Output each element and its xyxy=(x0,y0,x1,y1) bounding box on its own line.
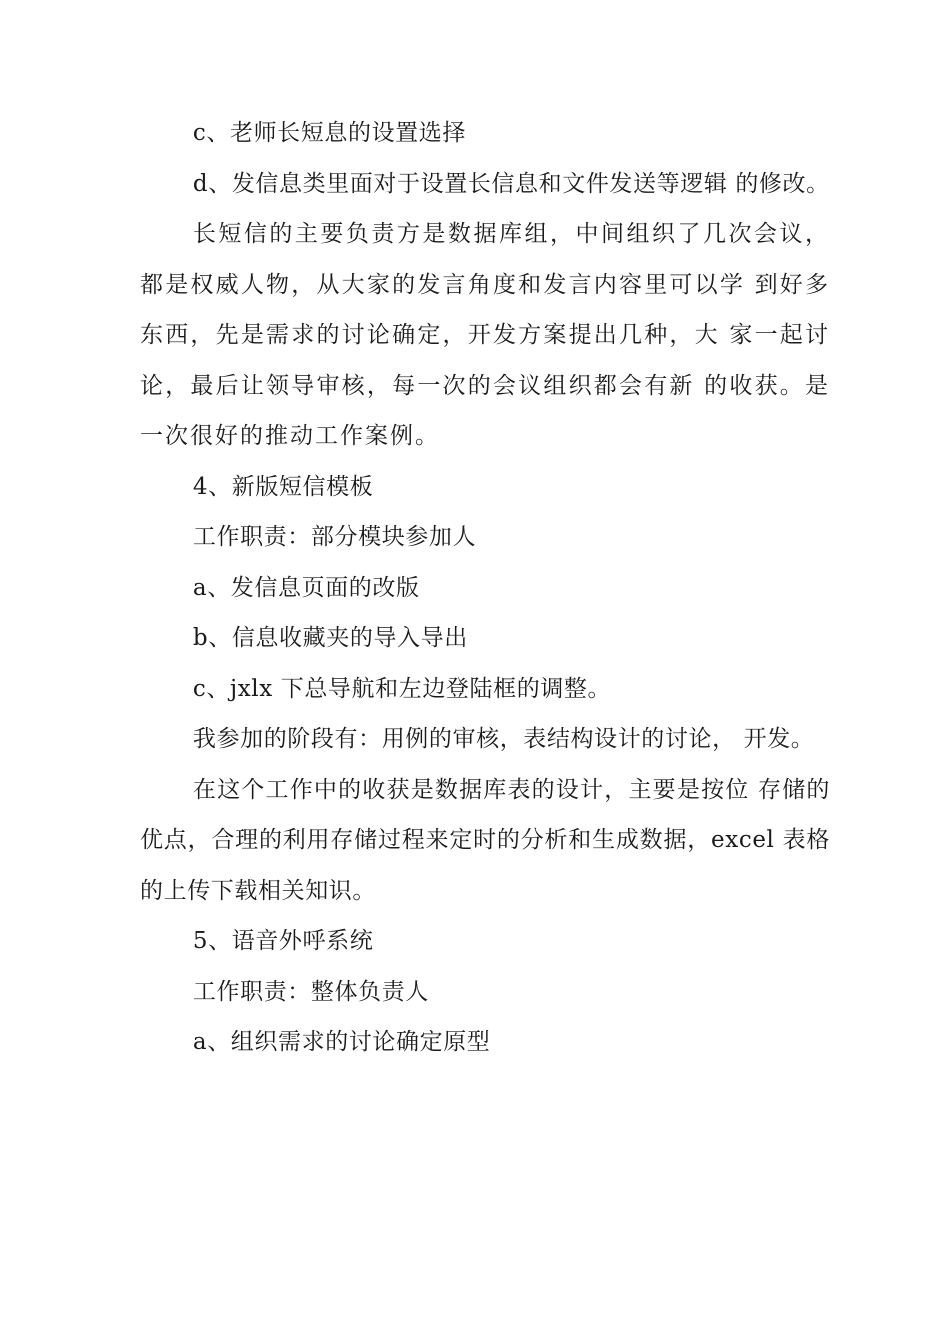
document-body xyxy=(140,108,830,1068)
paragraph-work-gains: 在这个工作中的收获是数据库表的设计，主要是按位 存储的优点，合理的利用存储过程来定时的分析和生成数据，excel 表格的上传下载相关知识。 xyxy=(140,776,830,904)
paragraph-logic-change: d、发信息类里面对于设置长信息和文件发送等逻辑 的修改。 xyxy=(192,170,830,197)
paragraph-item-a: a、发信息页面的改版 xyxy=(192,574,420,601)
paragraph-item-c: c、jxlx 下总导航和左边登陆框的调整。 xyxy=(192,675,612,702)
paragraph-setting-choice: c、老师长短息的设置选择 xyxy=(192,120,466,146)
paragraph-meeting-summary: 长短信的主要负责方是数据库组，中间组织了几次会议，都是权威人物，从大家的发言角度和发言内容里可以学 到好多东西，先是需求的讨论确定，开发方案提出几种，大 家一起讨论，最后让领导审核，每一次的会议组织都会有新 的收获。是一次很好的推动工作案例。 xyxy=(140,221,830,449)
paragraph-section-4-heading: 4、新版短信模板 xyxy=(192,473,374,500)
paragraph-participation-stages: 我参加的阶段有：用例的审核，表结构设计的讨论， 开发。 xyxy=(192,726,815,752)
paragraph-section-4-duty: 工作职责：部分模块参加人 xyxy=(192,524,477,550)
paragraph-section-5-duty: 工作职责：整体负责人 xyxy=(192,978,429,1005)
paragraph-item-b: b、信息收藏夹的导入导出 xyxy=(192,625,468,651)
paragraph-section-5-item-a: a、组织需求的讨论确定原型 xyxy=(192,1029,491,1055)
paragraph-section-5-heading: 5、语音外呼系统 xyxy=(192,928,374,954)
